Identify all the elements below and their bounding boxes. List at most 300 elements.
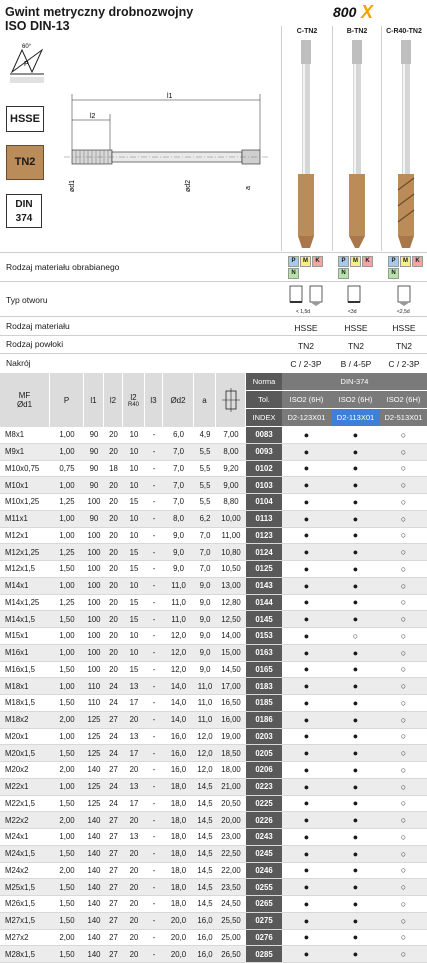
square-cell: 22,50 [216, 845, 246, 862]
availability-dot-3: ○ [380, 611, 427, 628]
availability-dot-3: ○ [380, 879, 427, 896]
d2-cell: 18,0 [163, 845, 194, 862]
l2r40-cell: 10 [123, 510, 145, 527]
l2r40-cell: 20 [123, 862, 145, 879]
a-cell: 12,0 [194, 728, 216, 745]
availability-dot-1: ● [282, 443, 331, 460]
d2-cell: 20,0 [163, 929, 194, 946]
square-shank-icon [220, 387, 242, 413]
col-header-a: a [194, 373, 216, 427]
l1-cell: 100 [84, 577, 104, 594]
availability-dot-1: ● [282, 577, 331, 594]
l2r40-cell: 13 [123, 728, 145, 745]
column-separator [332, 26, 333, 251]
square-cell: 15,00 [216, 644, 246, 661]
mf-cell: M15x1 [0, 628, 50, 645]
table-row [0, 711, 427, 728]
mf-cell: M14x1,5 [0, 611, 50, 628]
table-row [0, 829, 427, 846]
table-row [0, 561, 427, 578]
mf-cell: M10x0,75 [0, 460, 50, 477]
l2r40-cell: 20 [123, 912, 145, 929]
square-cell: 23,00 [216, 829, 246, 846]
a-cell: 14,5 [194, 778, 216, 795]
index-cell: 0265 [246, 896, 282, 913]
l1-cell: 140 [84, 862, 104, 879]
d2-cell: 12,0 [163, 644, 194, 661]
l1-cell: 125 [84, 728, 104, 745]
l2-cell: 27 [104, 929, 123, 946]
hole-depth-1: < 1,5d [296, 309, 311, 315]
tol-value-1: ISO2 (6H) [282, 391, 331, 409]
p-cell: 1,50 [50, 879, 84, 896]
availability-dot-1: ● [282, 795, 331, 812]
a-cell: 9,0 [194, 628, 216, 645]
mf-cell: M22x2 [0, 812, 50, 829]
availability-dot-1: ● [282, 427, 331, 443]
din-number: 374 [15, 213, 33, 224]
table-row [0, 695, 427, 712]
logo-text-x: X [361, 2, 374, 22]
d2-cell: 16,0 [163, 728, 194, 745]
mf-cell: M24x1,5 [0, 845, 50, 862]
p-cell: 1,50 [50, 845, 84, 862]
availability-dot-3: ○ [380, 745, 427, 762]
square-cell: 10,80 [216, 544, 246, 561]
tool-image-c-tn2 [293, 40, 319, 250]
l3-cell: - [145, 561, 163, 578]
d2-cell: 18,0 [163, 862, 194, 879]
l1-cell: 140 [84, 946, 104, 963]
availability-dot-3: ○ [380, 427, 427, 443]
mf-cell: M12x1,5 [0, 561, 50, 578]
availability-dot-2: ● [331, 427, 380, 443]
p-cell: 2,00 [50, 762, 84, 779]
l1-cell: 100 [84, 494, 104, 511]
p-cell: 1,50 [50, 912, 84, 929]
index-cell: 0205 [246, 745, 282, 762]
mf-cell: M18x2 [0, 711, 50, 728]
col-header-mf [0, 373, 50, 427]
square-cell: 8,80 [216, 494, 246, 511]
l1-cell: 90 [84, 443, 104, 460]
availability-dot-1: ● [282, 829, 331, 846]
d2-cell: 8,0 [163, 510, 194, 527]
table-row [0, 661, 427, 678]
logo-text-800: 800 [333, 4, 357, 20]
index-cell: 0275 [246, 912, 282, 929]
availability-dot-2: ● [331, 795, 380, 812]
d2-cell: 18,0 [163, 778, 194, 795]
label-coating: Rodzaj powłoki [6, 339, 64, 349]
mf-cell: M10x1 [0, 477, 50, 494]
d2-cell: 16,0 [163, 762, 194, 779]
l2r40-cell: 20 [123, 879, 145, 896]
index-cell: 0125 [246, 561, 282, 578]
square-cell: 14,50 [216, 661, 246, 678]
availability-dot-2: ● [331, 912, 380, 929]
p-cell: 1,50 [50, 695, 84, 712]
l1-cell: 100 [84, 527, 104, 544]
availability-dot-1: ● [282, 778, 331, 795]
l1-cell: 100 [84, 628, 104, 645]
a-cell: 14,5 [194, 879, 216, 896]
availability-dot-3: ○ [380, 695, 427, 712]
square-cell: 25,50 [216, 912, 246, 929]
l1-cell: 90 [84, 460, 104, 477]
l2-cell: 20 [104, 510, 123, 527]
l2r40-cell: 10 [123, 443, 145, 460]
square-cell: 8,00 [216, 443, 246, 460]
l2r40-cell: 10 [123, 527, 145, 544]
table-row [0, 845, 427, 862]
mf-cell: M8x1 [0, 427, 50, 443]
l1-cell: 100 [84, 561, 104, 578]
square-cell: 21,00 [216, 778, 246, 795]
col-header-square-icon [216, 373, 246, 427]
l2r40-cell: 17 [123, 695, 145, 712]
availability-dot-1: ● [282, 527, 331, 544]
d2-label: ød2 [185, 179, 192, 192]
table-row [0, 812, 427, 829]
material-m: M [300, 256, 311, 267]
index-code-1: D2-123X01 [282, 409, 331, 427]
l3-cell: - [145, 443, 163, 460]
l3-cell: - [145, 510, 163, 527]
p-cell: 1,50 [50, 795, 84, 812]
square-cell: 18,00 [216, 762, 246, 779]
l3-cell: - [145, 812, 163, 829]
l1-cell: 140 [84, 762, 104, 779]
l1-cell: 100 [84, 544, 104, 561]
mf-cell: M22x1 [0, 778, 50, 795]
l2r40-cell: 10 [123, 427, 145, 443]
p-cell: 1,50 [50, 946, 84, 963]
material-n: N [388, 268, 399, 279]
l2r40-cell: 10 [123, 460, 145, 477]
l1-cell: 140 [84, 845, 104, 862]
l2-cell: 20 [104, 644, 123, 661]
availability-dot-2: ● [331, 561, 380, 578]
mf-cell: M16x1 [0, 644, 50, 661]
availability-dot-2: ● [331, 443, 380, 460]
d2-cell: 7,0 [163, 443, 194, 460]
l2-cell: 27 [104, 862, 123, 879]
table-row [0, 628, 427, 645]
din-badge [6, 194, 42, 228]
square-cell: 10,00 [216, 510, 246, 527]
l2-cell: 24 [104, 728, 123, 745]
availability-dot-2: ● [331, 929, 380, 946]
l3-cell: - [145, 695, 163, 712]
availability-dot-2: ● [331, 678, 380, 695]
availability-dot-1: ● [282, 561, 331, 578]
mf-cell: M14x1,25 [0, 594, 50, 611]
col-header-l2: l2 [104, 373, 123, 427]
chamfer-2: B / 4-5P [340, 359, 372, 369]
p-cell: 1,50 [50, 611, 84, 628]
index-cell: 0093 [246, 443, 282, 460]
hole-depth-2: <3d [348, 309, 357, 315]
l2-cell: 20 [104, 628, 123, 645]
availability-dot-1: ● [282, 644, 331, 661]
l3-cell: - [145, 829, 163, 846]
index-cell: 0145 [246, 611, 282, 628]
d2-cell: 18,0 [163, 879, 194, 896]
tool-image-b-tn2 [344, 40, 370, 250]
availability-dot-1: ● [282, 745, 331, 762]
square-cell: 13,00 [216, 577, 246, 594]
p-cell: 1,25 [50, 494, 84, 511]
l3-cell: - [145, 460, 163, 477]
l2r40-cell: 20 [123, 711, 145, 728]
l2-cell: 24 [104, 778, 123, 795]
availability-dot-3: ○ [380, 494, 427, 511]
availability-dot-3: ○ [380, 628, 427, 645]
square-cell: 20,50 [216, 795, 246, 812]
a-cell: 16,0 [194, 946, 216, 963]
l2r40-cell: 20 [123, 946, 145, 963]
tool-name-c-tn2: C-TN2 [296, 28, 318, 35]
col-header-p: P [50, 373, 84, 427]
availability-dot-3: ○ [380, 443, 427, 460]
l2r40-cell: 17 [123, 795, 145, 812]
a-cell: 16,0 [194, 929, 216, 946]
l2r40-cell: 13 [123, 678, 145, 695]
divider [0, 353, 427, 354]
l3-cell: - [145, 527, 163, 544]
square-cell: 26,50 [216, 946, 246, 963]
d2-cell: 11,0 [163, 594, 194, 611]
availability-dot-3: ○ [380, 594, 427, 611]
table-row [0, 577, 427, 594]
availability-dot-3: ○ [380, 661, 427, 678]
index-cell: 0124 [246, 544, 282, 561]
availability-dot-3: ○ [380, 644, 427, 661]
index-cell: 0163 [246, 644, 282, 661]
availability-dot-1: ● [282, 845, 331, 862]
availability-dot-2: ● [331, 695, 380, 712]
index-cell: 0123 [246, 527, 282, 544]
l2-label: l2 [90, 113, 96, 120]
l1-cell: 140 [84, 896, 104, 913]
label-tool-material: Rodzaj materiału [6, 321, 70, 331]
index-cell: 0243 [246, 829, 282, 846]
l3-cell: - [145, 594, 163, 611]
l2-cell: 27 [104, 711, 123, 728]
d2-cell: 14,0 [163, 711, 194, 728]
index-cell: 0165 [246, 661, 282, 678]
tool-image-c-r40-tn2 [393, 40, 419, 250]
p-cell: 2,00 [50, 812, 84, 829]
availability-dot-3: ○ [380, 862, 427, 879]
square-cell: 20,00 [216, 812, 246, 829]
d2-cell: 6,0 [163, 427, 194, 443]
index-cell: 0083 [246, 427, 282, 443]
l2r40-cell: 15 [123, 611, 145, 628]
table-row [0, 544, 427, 561]
l2-cell: 27 [104, 912, 123, 929]
l2-cell: 20 [104, 477, 123, 494]
l1-cell: 90 [84, 427, 104, 443]
availability-dot-2: ● [331, 661, 380, 678]
p-cell: 1,00 [50, 510, 84, 527]
d2-cell: 7,0 [163, 494, 194, 511]
l3-cell: - [145, 427, 163, 443]
l1-cell: 100 [84, 594, 104, 611]
l1-label: l1 [167, 93, 173, 100]
l2r40-cell: 20 [123, 812, 145, 829]
tol-value-3: ISO2 (6H) [380, 391, 427, 409]
d2-cell: 9,0 [163, 561, 194, 578]
l3-cell: - [145, 762, 163, 779]
d2-cell: 16,0 [163, 745, 194, 762]
l3-cell: - [145, 912, 163, 929]
table-row [0, 862, 427, 879]
material-k: K [412, 256, 423, 267]
p-cell: 1,25 [50, 594, 84, 611]
l1-cell: 90 [84, 510, 104, 527]
p-cell: 2,00 [50, 929, 84, 946]
hole-type-icon [286, 284, 326, 308]
index-label: INDEX [246, 409, 282, 427]
tn2-badge: TN2 [6, 145, 44, 180]
a-cell: 12,0 [194, 745, 216, 762]
l2-cell: 27 [104, 845, 123, 862]
index-code-2: D2-113X01 [331, 409, 380, 427]
a-cell: 5,5 [194, 477, 216, 494]
a-cell: 9,0 [194, 611, 216, 628]
mf-cell: M20x2 [0, 762, 50, 779]
availability-dot-2: ● [331, 829, 380, 846]
thread-profile-icon [8, 42, 48, 84]
tap-technical-drawing [62, 88, 272, 208]
pitch-label: P [24, 61, 29, 68]
square-cell: 22,00 [216, 862, 246, 879]
a-cell: 5,5 [194, 494, 216, 511]
l2-cell: 27 [104, 829, 123, 846]
tol-value-2: ISO2 (6H) [331, 391, 380, 409]
divider [0, 252, 427, 253]
square-cell: 16,50 [216, 695, 246, 712]
material-k: K [362, 256, 373, 267]
col-header-l3: l3 [145, 373, 163, 427]
availability-dot-1: ● [282, 510, 331, 527]
l2-cell: 20 [104, 561, 123, 578]
availability-dot-3: ○ [380, 896, 427, 913]
a-cell: 9,0 [194, 661, 216, 678]
l3-cell: - [145, 929, 163, 946]
l2-cell: 20 [104, 661, 123, 678]
table-row [0, 460, 427, 477]
p-cell: 1,00 [50, 678, 84, 695]
availability-dot-2: ● [331, 946, 380, 963]
tool-name-b-tn2: B-TN2 [346, 28, 368, 35]
coating-2: TN2 [347, 341, 365, 351]
l1-cell: 140 [84, 912, 104, 929]
l3-cell: - [145, 661, 163, 678]
l1-cell: 140 [84, 812, 104, 829]
table-row [0, 527, 427, 544]
availability-dot-2: ● [331, 762, 380, 779]
l2r40-cell: 20 [123, 762, 145, 779]
l3-cell: - [145, 711, 163, 728]
availability-dot-2: ● [331, 862, 380, 879]
l2r40-cell: 13 [123, 778, 145, 795]
availability-dot-2: ● [331, 577, 380, 594]
l1-cell: 140 [84, 879, 104, 896]
material-p: P [288, 256, 299, 267]
availability-dot-1: ● [282, 862, 331, 879]
index-cell: 0103 [246, 477, 282, 494]
column-separator [281, 26, 282, 251]
l2r40-cell: 17 [123, 745, 145, 762]
square-cell: 16,00 [216, 711, 246, 728]
hole-type-icon [394, 284, 414, 308]
hole-type-icon [344, 284, 364, 308]
square-cell: 9,20 [216, 460, 246, 477]
d2-cell: 18,0 [163, 812, 194, 829]
d2-cell: 9,0 [163, 544, 194, 561]
mf-cell: M28x1,5 [0, 946, 50, 963]
l1-cell: 125 [84, 711, 104, 728]
tol-label: Tol. [246, 391, 282, 409]
availability-dot-3: ○ [380, 795, 427, 812]
availability-dot-1: ● [282, 594, 331, 611]
p-cell: 1,00 [50, 628, 84, 645]
p-cell: 1,00 [50, 443, 84, 460]
material-p: P [388, 256, 399, 267]
a-cell: 7,0 [194, 544, 216, 561]
table-row [0, 778, 427, 795]
a-cell: 7,0 [194, 561, 216, 578]
square-cell: 12,50 [216, 611, 246, 628]
chamfer-3: C / 2-3P [388, 359, 420, 369]
l2-cell: 20 [104, 577, 123, 594]
p-cell: 1,50 [50, 561, 84, 578]
index-cell: 0206 [246, 762, 282, 779]
mf-cell: M12x1 [0, 527, 50, 544]
availability-dot-2: ● [331, 594, 380, 611]
availability-dot-1: ● [282, 460, 331, 477]
availability-dot-3: ○ [380, 829, 427, 846]
label-hole-type: Typ otworu [6, 295, 48, 305]
l1-cell: 100 [84, 644, 104, 661]
l1-cell: 90 [84, 477, 104, 494]
availability-dot-3: ○ [380, 845, 427, 862]
l2-cell: 24 [104, 695, 123, 712]
l3-cell: - [145, 745, 163, 762]
index-cell: 0223 [246, 778, 282, 795]
index-cell: 0255 [246, 879, 282, 896]
index-cell: 0203 [246, 728, 282, 745]
l2-cell: 20 [104, 544, 123, 561]
tool-material-1: HSSE [294, 323, 318, 333]
a-cell: 14,5 [194, 896, 216, 913]
label-chamfer: Nakrój [6, 358, 31, 368]
index-cell: 0185 [246, 695, 282, 712]
availability-dot-3: ○ [380, 561, 427, 578]
d2-cell: 18,0 [163, 896, 194, 913]
availability-dot-2: ● [331, 544, 380, 561]
l2-cell: 27 [104, 896, 123, 913]
table-row [0, 946, 427, 963]
mf-cell: M18x1 [0, 678, 50, 695]
availability-dot-1: ● [282, 912, 331, 929]
angle-label: 60° [22, 44, 32, 50]
norma-label: Norma [246, 373, 282, 391]
square-cell: 9,00 [216, 477, 246, 494]
